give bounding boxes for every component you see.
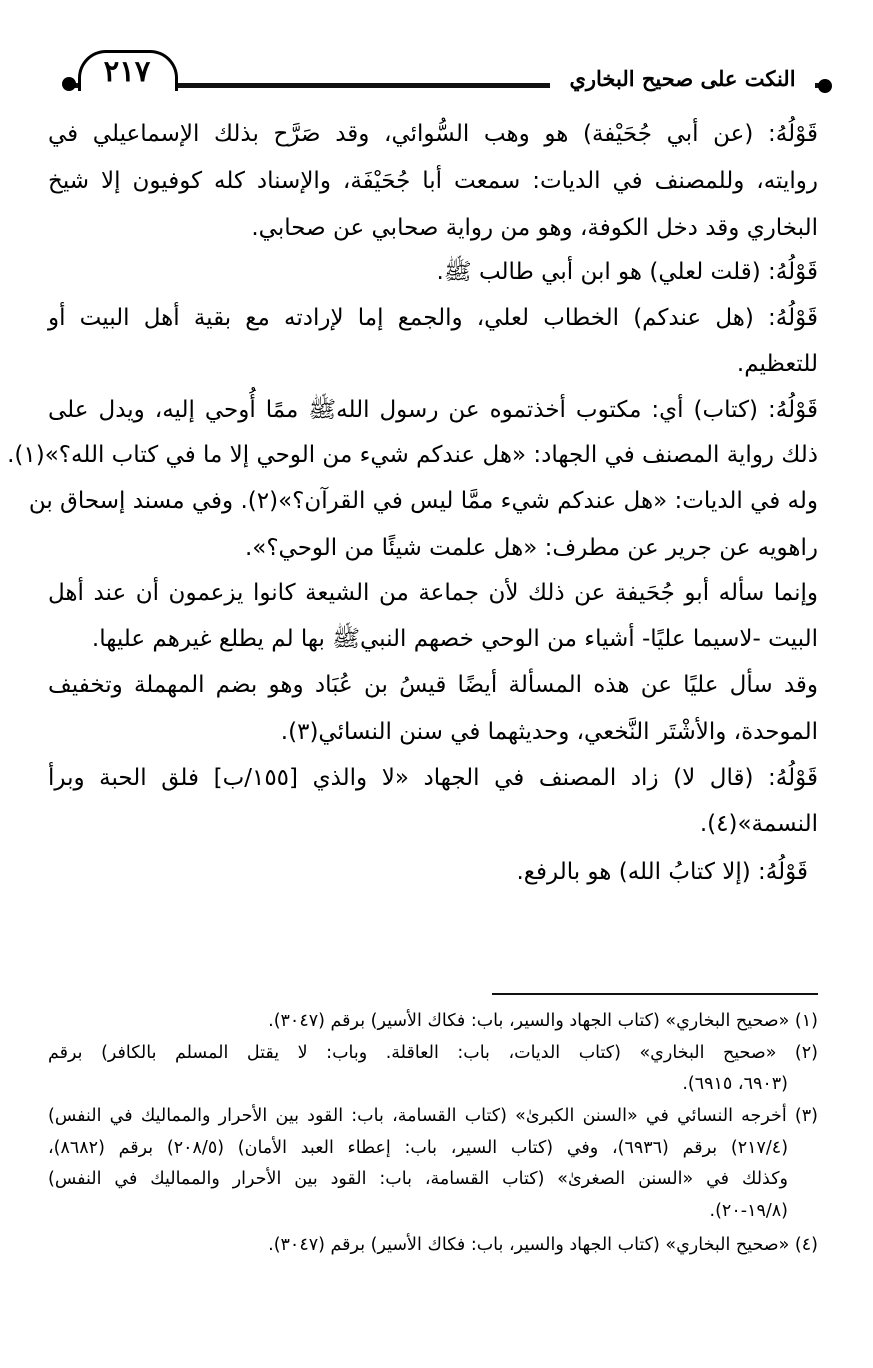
footnote-1: (١) «صحيح البخاري» (كتاب الجهاد والسير، باب: فكاك الأسير) برقم (٣٠٤٧). — [268, 1011, 818, 1031]
text-line-8: ذلك رواية المصنف في الجهاد: «هل عندكم شيء من الوحي إلا ما في كتاب الله؟»(١). — [7, 442, 818, 468]
footnote-3-line-3: وكذلك في «السنن الصغرىٰ» (كتاب القسامة، باب: القود بين الأحرار والمماليك في النفس) — [48, 1169, 788, 1189]
text-line-1: قَوْلُهُ: (عن أبي جُحَيْفة) هو وهب السُّوائي، وقد صَرَّح بذلك الإسماعيلي في — [48, 121, 818, 147]
text-line-2: روايته، وللمصنف في الديات: سمعت أبا جُحَيْفَة، والإسناد كله كوفيون إلا شيخ — [48, 168, 818, 194]
page-number: ٢١٧ — [103, 54, 151, 88]
text-line-14: الموحدة، والأشْتَر النَّخعي، وحديثهما في سنن النسائي(٣). — [280, 719, 818, 745]
footnote-3-line-4: (١٩/٨-٢٠). — [709, 1201, 788, 1221]
text-line-7: قَوْلُهُ: (كتاب) أي: مكتوب أخذتموه عن رسول اللهﷺ ممًا أُوحي إليه، ويدل على — [48, 397, 818, 423]
footnote-separator — [492, 993, 818, 995]
footnote-3-line-1: (٣) أخرجه النسائي في «السنن الكبرىٰ» (كتاب القسامة، باب: القود بين الأحرار والمماليك في النفس) — [48, 1106, 818, 1126]
footnote-2-line-1: (٢) «صحيح البخاري» (كتاب الديات، باب: العاقلة. وباب: لا يقتل المسلم بالكافر) برقم — [48, 1043, 818, 1063]
footnote-4: (٤) «صحيح البخاري» (كتاب الجهاد والسير، باب: فكاك الأسير) برقم (٣٠٤٧). — [268, 1235, 818, 1255]
main-text — [7, 119, 818, 901]
text-line-11: وإنما سأله أبو جُحَيفة عن ذلك لأن جماعة من الشيعة كانوا يزعمون أن عند أهل — [48, 580, 818, 606]
text-line-9: وله في الديات: «هل عندكم شيء ممَّا ليس في القرآن؟»(٢). وفي مسند إسحاق بن — [28, 488, 818, 514]
text-line-16: النسمة»(٤). — [699, 811, 818, 837]
text-line-5: قَوْلُهُ: (هل عندكم) الخطاب لعلي، والجمع إما لإرادته مع بقية أهل البيت أو — [48, 305, 818, 331]
header-dot-left — [62, 77, 76, 91]
text-line-17: قَوْلُهُ: (إلا كتابُ الله) هو بالرفع. — [516, 859, 808, 885]
header-dot-right — [818, 79, 832, 93]
footnote-2-line-2: (٦٩٠٣، ٦٩١٥). — [682, 1074, 788, 1094]
text-line-4: قَوْلُهُ: (قلت لعلي) هو ابن أبي طالب ﷺ. — [436, 259, 818, 285]
running-title: النكت على صحيح البخاري — [550, 66, 815, 91]
footnote-3-line-2: (٢١٧/٤) برقم (٦٩٣٦)، وفي (كتاب السير، باب: إعطاء العبد الأمان) (٢٠٨/٥) برقم (٨٦٨٢)، — [48, 1138, 789, 1158]
text-line-12: البيت -لاسيما عليًا- أشياء من الوحي خصهم النبيﷺ بها لم يطلع غيرهم عليها. — [91, 626, 818, 652]
text-line-15: قَوْلُهُ: (قال لا) زاد المصنف في الجهاد «لا والذي [١٥٥/ب] فلق الحبة وبرأ — [48, 765, 818, 791]
footnotes — [48, 1008, 818, 1262]
text-line-6: للتعظيم. — [736, 351, 818, 377]
text-line-3: البخاري وقد دخل الكوفة، وهو من رواية صحابي عن صحابي. — [251, 215, 818, 241]
text-line-10: راهويه عن جرير عن مطرف: «هل علمت شيئًا من الوحي؟». — [244, 535, 818, 561]
text-line-13: وقد سأل عليًا عن هذه المسألة أيضًا قيسُ بن عُبَاد وهو بضم المهملة وتخفيف — [48, 672, 818, 698]
